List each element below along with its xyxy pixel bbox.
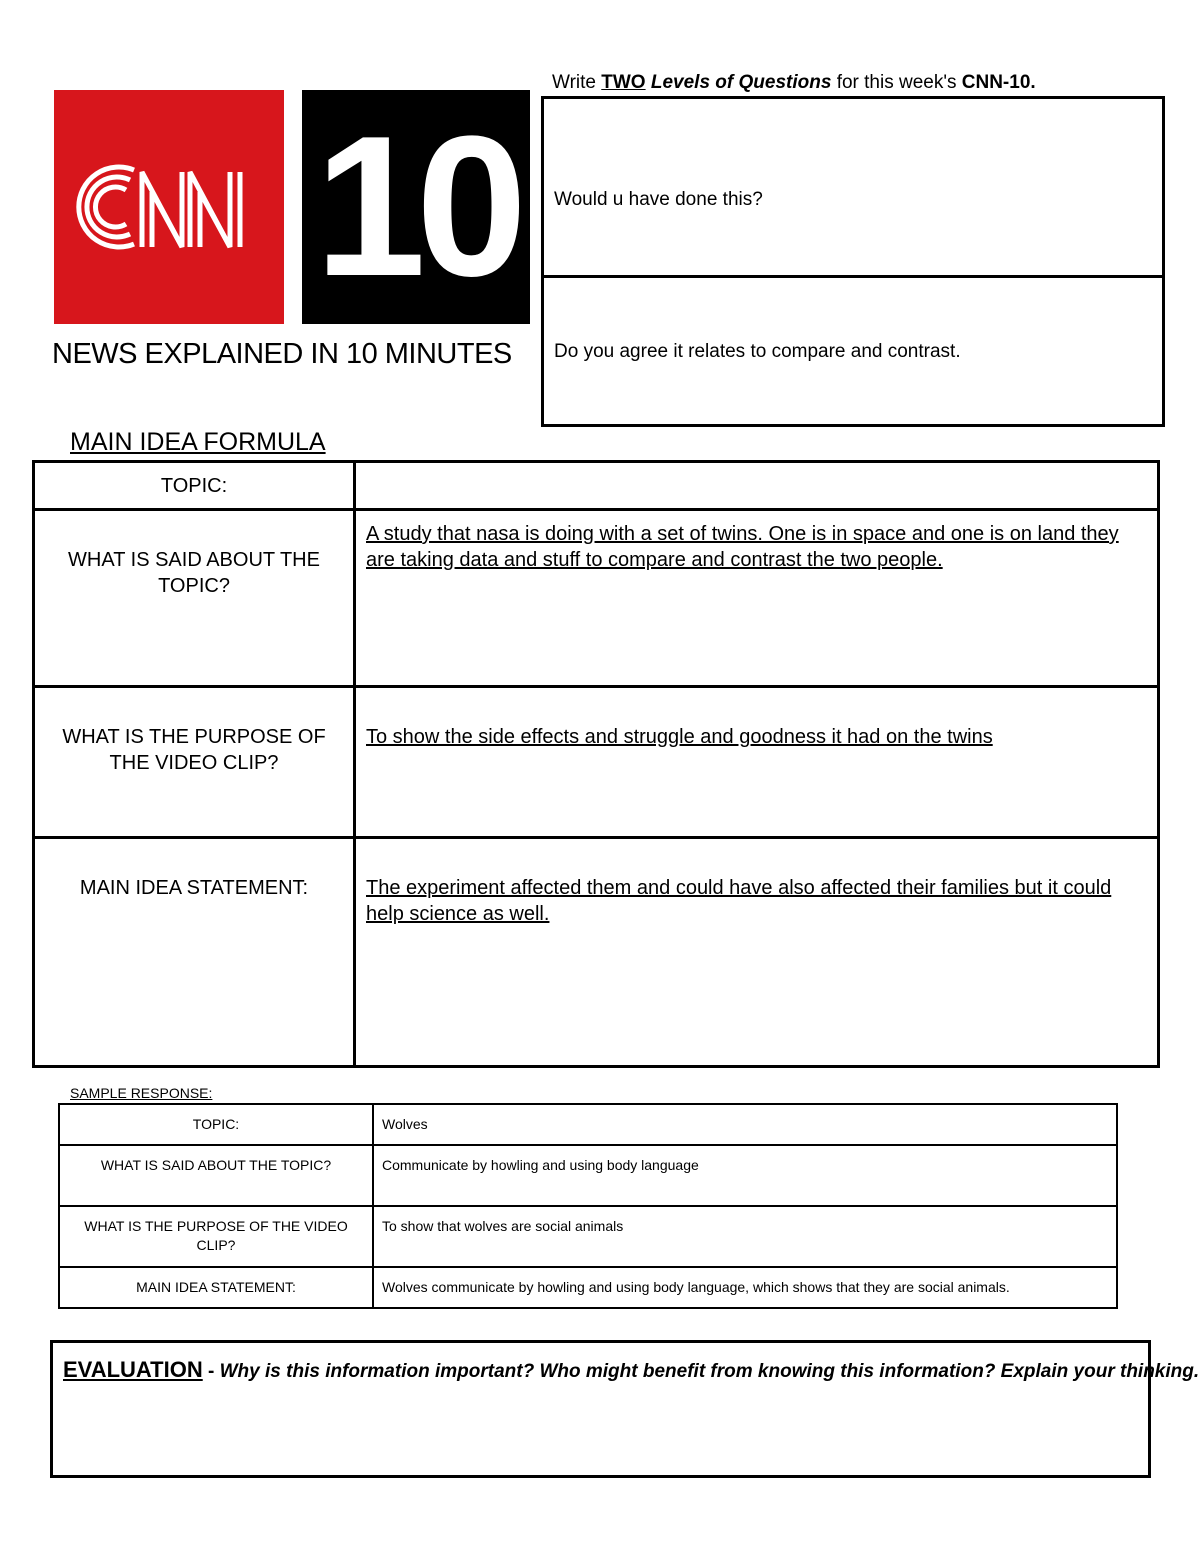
question-1[interactable]: Would u have done this? — [554, 189, 763, 210]
heading-cnn: CNN-10. — [961, 72, 1036, 93]
evaluation-dash: - — [202, 1361, 220, 1382]
sample-said-value: Communicate by howling and using body language — [373, 1145, 1117, 1206]
purpose-label: WHAT IS THE PURPOSE OF THE VIDEO CLIP? — [34, 687, 355, 838]
table-row — [59, 1206, 1117, 1267]
heading-levels: Levels of Questions — [645, 72, 832, 93]
sample-purpose-label: WHAT IS THE PURPOSE OF THE VIDEO CLIP? — [59, 1206, 373, 1267]
table-row — [34, 462, 1159, 510]
sample-table — [58, 1103, 1118, 1309]
evaluation-question: Why is this information important? Who might benefit from knowing this information? Explain your thinking. — [219, 1361, 1200, 1382]
heading-pre: Write — [552, 72, 602, 93]
main-idea-table — [32, 460, 1160, 1068]
evaluation-box[interactable] — [50, 1340, 1200, 1478]
said-about-label: WHAT IS SAID ABOUT THE TOPIC? — [34, 510, 355, 687]
evaluation-title: EVALUATION — [63, 1357, 203, 1382]
purpose-value[interactable]: To show the side effects and struggle and goodness it had on the twins — [355, 687, 1159, 838]
sample-response-title: SAMPLE RESPONSE: — [70, 1085, 213, 1101]
questions-box — [541, 96, 1165, 427]
questions-divider — [544, 275, 1162, 278]
table-row — [34, 687, 1159, 838]
sample-topic-value: Wolves — [373, 1104, 1117, 1145]
sample-said-label: WHAT IS SAID ABOUT THE TOPIC? — [59, 1145, 373, 1206]
main-idea-title: MAIN IDEA FORMULA — [70, 428, 326, 456]
table-row — [34, 838, 1159, 1067]
said-about-value[interactable]: A study that nasa is doing with a set of twins. One is in space and one is on land they are taking data and stuff to compare and contrast the two people. — [355, 510, 1159, 687]
main-idea-statement-value[interactable]: The experiment affected them and could have also affected their families but it could help science as well. — [355, 838, 1159, 1067]
question-2[interactable]: Do you agree it relates to compare and contrast. — [554, 341, 961, 362]
logo-tagline: NEWS EXPLAINED IN 10 MINUTES — [52, 338, 512, 370]
topic-label: TOPIC: — [34, 462, 355, 510]
sample-purpose-value: To show that wolves are social animals — [373, 1206, 1117, 1267]
sample-topic-label: TOPIC: — [59, 1104, 373, 1145]
cnn-logo-mark — [72, 152, 268, 262]
questions-heading — [552, 72, 1036, 94]
cnn-ten-logo — [302, 90, 530, 324]
heading-two: TWO — [601, 72, 646, 93]
sample-statement-label: MAIN IDEA STATEMENT: — [59, 1267, 373, 1308]
table-row — [59, 1267, 1117, 1308]
main-idea-statement-label: MAIN IDEA STATEMENT: — [34, 838, 355, 1067]
table-row — [59, 1145, 1117, 1206]
topic-value[interactable] — [355, 462, 1159, 510]
cnn-logo — [54, 90, 284, 324]
table-row — [34, 510, 1159, 687]
logo-number: 10 — [314, 95, 518, 318]
heading-mid: for this week's — [831, 72, 962, 93]
table-row — [59, 1104, 1117, 1145]
sample-statement-value: Wolves communicate by howling and using body language, which shows that they are social animals. — [373, 1267, 1117, 1308]
evaluation-prompt-line — [63, 1357, 1199, 1383]
